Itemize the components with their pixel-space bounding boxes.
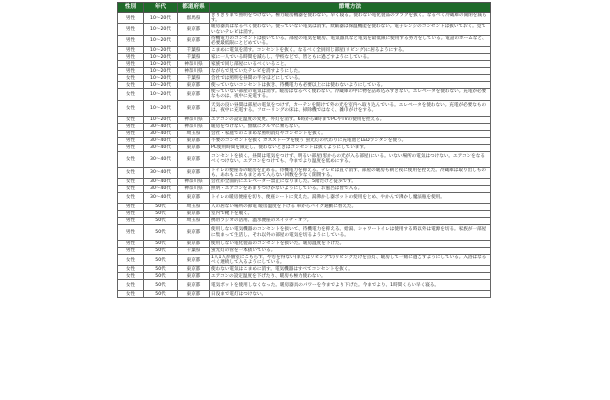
cell-sex: 女性 (118, 255, 144, 266)
cell-age: 50代 (144, 211, 178, 218)
cell-prefecture: 東京都 (178, 266, 210, 273)
cell-sex: 男性 (118, 218, 144, 225)
cell-sex: 男性 (118, 211, 144, 218)
table-row (118, 225, 491, 241)
cell-age: 10～20代 (144, 100, 178, 116)
cell-prefecture: 東京都 (178, 291, 210, 298)
cell-prefecture: 東京都 (178, 193, 210, 204)
cell-prefecture: 神奈川県 (178, 179, 210, 186)
cell-prefecture: 東京都 (178, 100, 210, 116)
cell-prefecture: 神奈川県 (178, 68, 210, 75)
cell-sex: 男性 (118, 225, 144, 241)
cell-age: 10～20代 (144, 89, 178, 100)
cell-sex: 男性 (118, 204, 144, 211)
cell-sex: 男性 (118, 54, 144, 61)
table-row (118, 204, 491, 211)
cell-prefecture: 埼玉県 (178, 204, 210, 211)
table-row (118, 186, 491, 193)
cell-method: ながらで見ていたテレビを消すようにした。 (210, 68, 491, 75)
table-row (118, 218, 491, 225)
cell-sex: 男性 (118, 13, 144, 24)
cell-method: 照明・エアコンをあまりつけかないようにしている。お風呂は皆で入る。 (210, 186, 491, 193)
cell-sex: 女性 (118, 193, 144, 204)
cell-method: エアコンの設定温度を下げたり、暖房も極力使わない。 (210, 273, 491, 280)
cell-sex: 女性 (118, 273, 144, 280)
cell-prefecture: 東京都 (178, 35, 210, 46)
cell-age: 10～20代 (144, 82, 178, 89)
cell-age: 10～20代 (144, 35, 178, 46)
table-row (118, 211, 491, 218)
cell-sex: 男性 (118, 68, 144, 75)
cell-method: 暖房をつけない。無駄にクルマに乗らない。 (210, 123, 491, 130)
cell-age: 30～40代 (144, 137, 178, 144)
cell-method: 使っていない部屋の電気は消す。暖房はなるべく使わない。冷蔵庫の中に物を詰め込みすぎない。エレベータを使わない。充電が必要なものは、夜中に充電する。 (210, 89, 491, 100)
header-sex: 性別 (118, 3, 144, 13)
cell-prefecture: 東京都 (178, 167, 210, 178)
table-header-row (118, 3, 491, 13)
cell-method: 日没まで電灯はつけない。 (210, 291, 491, 298)
cell-prefecture: 群馬県 (178, 13, 210, 24)
table-row (118, 179, 491, 186)
table-row (118, 273, 491, 280)
cell-sex: 女性 (118, 100, 144, 116)
cell-method: 人の居ない場所の節電 暖房温度を下げる 車からバイク通勤に替えた。 (210, 204, 491, 211)
cell-method: 待機電力のコンセントは抜いている。部屋の電気を暖房、電気器具など電気を最低限に使用する努力をしている。電話のホームなど、必要最低限にとどめている。 (210, 35, 491, 46)
cell-age: 10～20代 (144, 68, 178, 75)
cell-age: 10～20代 (144, 75, 178, 82)
table-row (118, 61, 491, 68)
cell-prefecture: 東京都 (178, 24, 210, 35)
cell-prefecture: 東京都 (178, 225, 210, 241)
cell-sex: 男性 (118, 241, 144, 248)
cell-prefecture: 埼玉県 (178, 218, 210, 225)
cell-prefecture: 東京都 (178, 89, 210, 100)
cell-method: 会社が全面的にエレベーター禁止になりました。5階だけど徒歩です。 (210, 179, 491, 186)
cell-sex: 女性 (118, 167, 144, 178)
table-row (118, 100, 491, 116)
cell-age: 50代 (144, 255, 178, 266)
table-row (118, 89, 491, 100)
cell-prefecture: 千葉県 (178, 54, 210, 61)
cell-method: 家族で同じ部屋にいるべくいること。 (210, 61, 491, 68)
cell-prefecture: 千葉県 (178, 75, 210, 82)
cell-method: ぎりぎりまで照明をつけない。極力暖房機器を使わない。早く寝る。使わない電化製品のプラグを抜く。なるべく冷蔵庫の開閉を減らす。 (210, 13, 491, 24)
table-row (118, 280, 491, 291)
cell-method: こまめに電気を消す。コンセントを抜く。なるべく全員同じ部屋(リビング)に居るようにする。 (210, 47, 491, 54)
table-row (118, 167, 491, 178)
cell-sex: 男性 (118, 137, 144, 144)
cell-method: 家に一人でいる時間を減らし、学校などで、皆ともに過ごすようにしている。 (210, 54, 491, 61)
cell-prefecture: 千葉県 (178, 47, 210, 54)
table-row (118, 35, 491, 46)
cell-age: 30～40代 (144, 167, 178, 178)
cell-prefecture: 神奈川県 (178, 61, 210, 68)
cell-age: 10～20代 (144, 116, 178, 123)
cell-method: 天気の良い昼間は部屋の電気をつけず、カーテンを開けて外の光を室内へ取り込んでいる。エレベータを使わない。充電が必要なものは、夜中に充電する。フローリングの床は、掃除機ではなく、雑巾がけをする。 (210, 100, 491, 116)
cell-age: 50代 (144, 218, 178, 225)
cell-method: トイレの暖房便座を切り、便座シートに変えた。湯沸かし器ポットの使用をとめ、やかんで沸かし魔法瓶を使用。 (210, 193, 491, 204)
table-row (118, 291, 491, 298)
table-row (118, 144, 491, 151)
cell-prefecture: 神奈川県 (178, 116, 210, 123)
cell-sex: 男性 (118, 47, 144, 54)
cell-age: 50代 (144, 266, 178, 273)
cell-method: 蛍光灯の管を一本抜いている。 (210, 248, 491, 255)
cell-age: 10～20代 (144, 47, 178, 54)
cell-method: コンセントを抜く。昼間は電気をつけず、明るい部屋(窓からの光が入る部屋)にいる。いない場所の電気はつけない。エアコンをなるべくつけない。エアコンをつけても、今までより温度を低めにする。 (210, 151, 491, 167)
cell-sex: 女性 (118, 266, 144, 273)
cell-age: 50代 (144, 225, 178, 241)
cell-age: 10～20代 (144, 24, 178, 35)
cell-age: 30～40代 (144, 186, 178, 193)
cell-prefecture: 埼玉県 (178, 130, 210, 137)
cell-age: 30～40代 (144, 151, 178, 167)
cell-age: 50代 (144, 241, 178, 248)
cell-age: 30～40代 (144, 193, 178, 204)
cell-method: 会社・家庭でのこまめな照明消灯やコンセントを抜く。 (210, 130, 491, 137)
table-row (118, 116, 491, 123)
table-row (118, 24, 491, 35)
energy-saving-table-container (117, 2, 490, 298)
cell-age: 30～40代 (144, 123, 178, 130)
cell-prefecture: 神奈川県 (178, 186, 210, 193)
cell-method: エアコンの設定温度の変更、外灯を消す。6時から8時までPCやTVの使用を控える。 (210, 116, 491, 123)
table-row (118, 47, 491, 54)
table-body (118, 13, 491, 298)
cell-sex: 女性 (118, 151, 144, 167)
cell-sex: 女性 (118, 75, 144, 82)
cell-prefecture: 東京都 (178, 82, 210, 89)
energy-saving-table (117, 2, 491, 298)
cell-age: 50代 (144, 273, 178, 280)
cell-age: 10～20代 (144, 61, 178, 68)
cell-sex: 女性 (118, 89, 144, 100)
cell-sex: 女性 (118, 280, 144, 291)
cell-age: 30～40代 (144, 179, 178, 186)
cell-sex: 男性 (118, 61, 144, 68)
cell-sex: 女性 (118, 116, 144, 123)
cell-sex: 男性 (118, 123, 144, 130)
cell-prefecture: 東京都 (178, 280, 210, 291)
table-row (118, 123, 491, 130)
cell-method: トイレの便座等の暖房を止める。待機電力を抑える。テレビは直ぐ消す、部屋の暖房も朝と夜に使用を控えた。冷蔵庫は取り出しものも、あれもこれもまとめて入らない回数を少なく開閉する。 (210, 167, 491, 178)
cell-sex: 男性 (118, 35, 144, 46)
cell-method: 使用しない電気機器のコンセントを抜いて、待機電力を抑える。給湯、シャワートイレは使用する時以外は電源を切る。家族が一部屋に集まって生活し、それ以外の部屋の電気を切るようにしている。 (210, 225, 491, 241)
cell-prefecture: 東京都 (178, 241, 210, 248)
cell-method: 会社では照明を昼間の半分ほどにしている。 (210, 75, 491, 82)
cell-prefecture: 東京都 (178, 273, 210, 280)
header-method: 節電方法 (210, 3, 491, 13)
cell-method: 使用しない電化製品のコンセントを抜いた。暖房温度を下げた。 (210, 241, 491, 248)
cell-sex: 男性 (118, 248, 144, 255)
cell-method: 暖房器具はなるべく使わない。使っていない電気は消す。炊飯器は保温機能を使わない。電子レンジのコンセントは抜いておく。見ていないテレビは消す。 (210, 24, 491, 35)
cell-prefecture: 東京都 (178, 151, 210, 167)
table-row (118, 13, 491, 24)
cell-sex: 男性 (118, 144, 144, 151)
cell-sex: 女性 (118, 186, 144, 193)
table-row (118, 255, 491, 266)
cell-age: 10～20代 (144, 13, 178, 24)
table-row (118, 54, 491, 61)
cell-age: 50代 (144, 291, 178, 298)
cell-sex: 女性 (118, 179, 144, 186)
table-row (118, 82, 491, 89)
cell-age: 30～40代 (144, 130, 178, 137)
table-row (118, 248, 491, 255)
table-row (118, 266, 491, 273)
table-row (118, 68, 491, 75)
cell-prefecture: 東京都 (178, 211, 210, 218)
cell-prefecture: 千葉県 (178, 248, 210, 255)
cell-prefecture: 東京都 (178, 137, 210, 144)
header-age: 年代 (144, 3, 178, 13)
cell-method: 携帯ラジオの活用、温水便座のスイッチ・オフ。 (210, 218, 491, 225)
cell-method: 不要のコンセントを抜く ガスストーブを使う 蛍光灯の代わりに充電池とLEDランタンを使う。 (210, 137, 491, 144)
table-row (118, 193, 491, 204)
header-prefecture: 都道府県 (178, 3, 210, 13)
cell-prefecture: 東京都 (178, 255, 210, 266)
table-row (118, 137, 491, 144)
table-row (118, 241, 491, 248)
cell-age: 30～40代 (144, 144, 178, 151)
cell-sex: 男性 (118, 130, 144, 137)
table-row (118, 75, 491, 82)
cell-sex: 女性 (118, 291, 144, 298)
cell-method: PC使用時間を限定し、使わないときはコンセントは抜くようにしています。 (210, 144, 491, 151)
cell-sex: 女性 (118, 82, 144, 89)
cell-method: 室内で靴下を履く。 (210, 211, 491, 218)
cell-method: 1人1人が個室にこもらず、やむを得ない(またはリビングで)リビングだけを点灯、暖房して一緒に過ごすようにしている。入浴はなるべく連続して入るようにしている。 (210, 255, 491, 266)
cell-method: 使わない電気はこまめに消す。電気機器はすべてコンセントを抜く。 (210, 266, 491, 273)
cell-age: 10～20代 (144, 54, 178, 61)
cell-age: 50代 (144, 280, 178, 291)
cell-prefecture: 神奈川県 (178, 123, 210, 130)
cell-sex: 男性 (118, 24, 144, 35)
cell-method: 電気ポットを使用しなくなった。暖房器具のパワーを今までより下げた。今までより、1時間くらい早く寝る。 (210, 280, 491, 291)
table-row (118, 130, 491, 137)
cell-prefecture: 東京都 (178, 144, 210, 151)
table-row (118, 151, 491, 167)
cell-age: 50代 (144, 204, 178, 211)
cell-method: 使っていないコンセントは抜き、待機電力も必要以上には使わないようにしている。 (210, 82, 491, 89)
cell-age: 50代 (144, 248, 178, 255)
